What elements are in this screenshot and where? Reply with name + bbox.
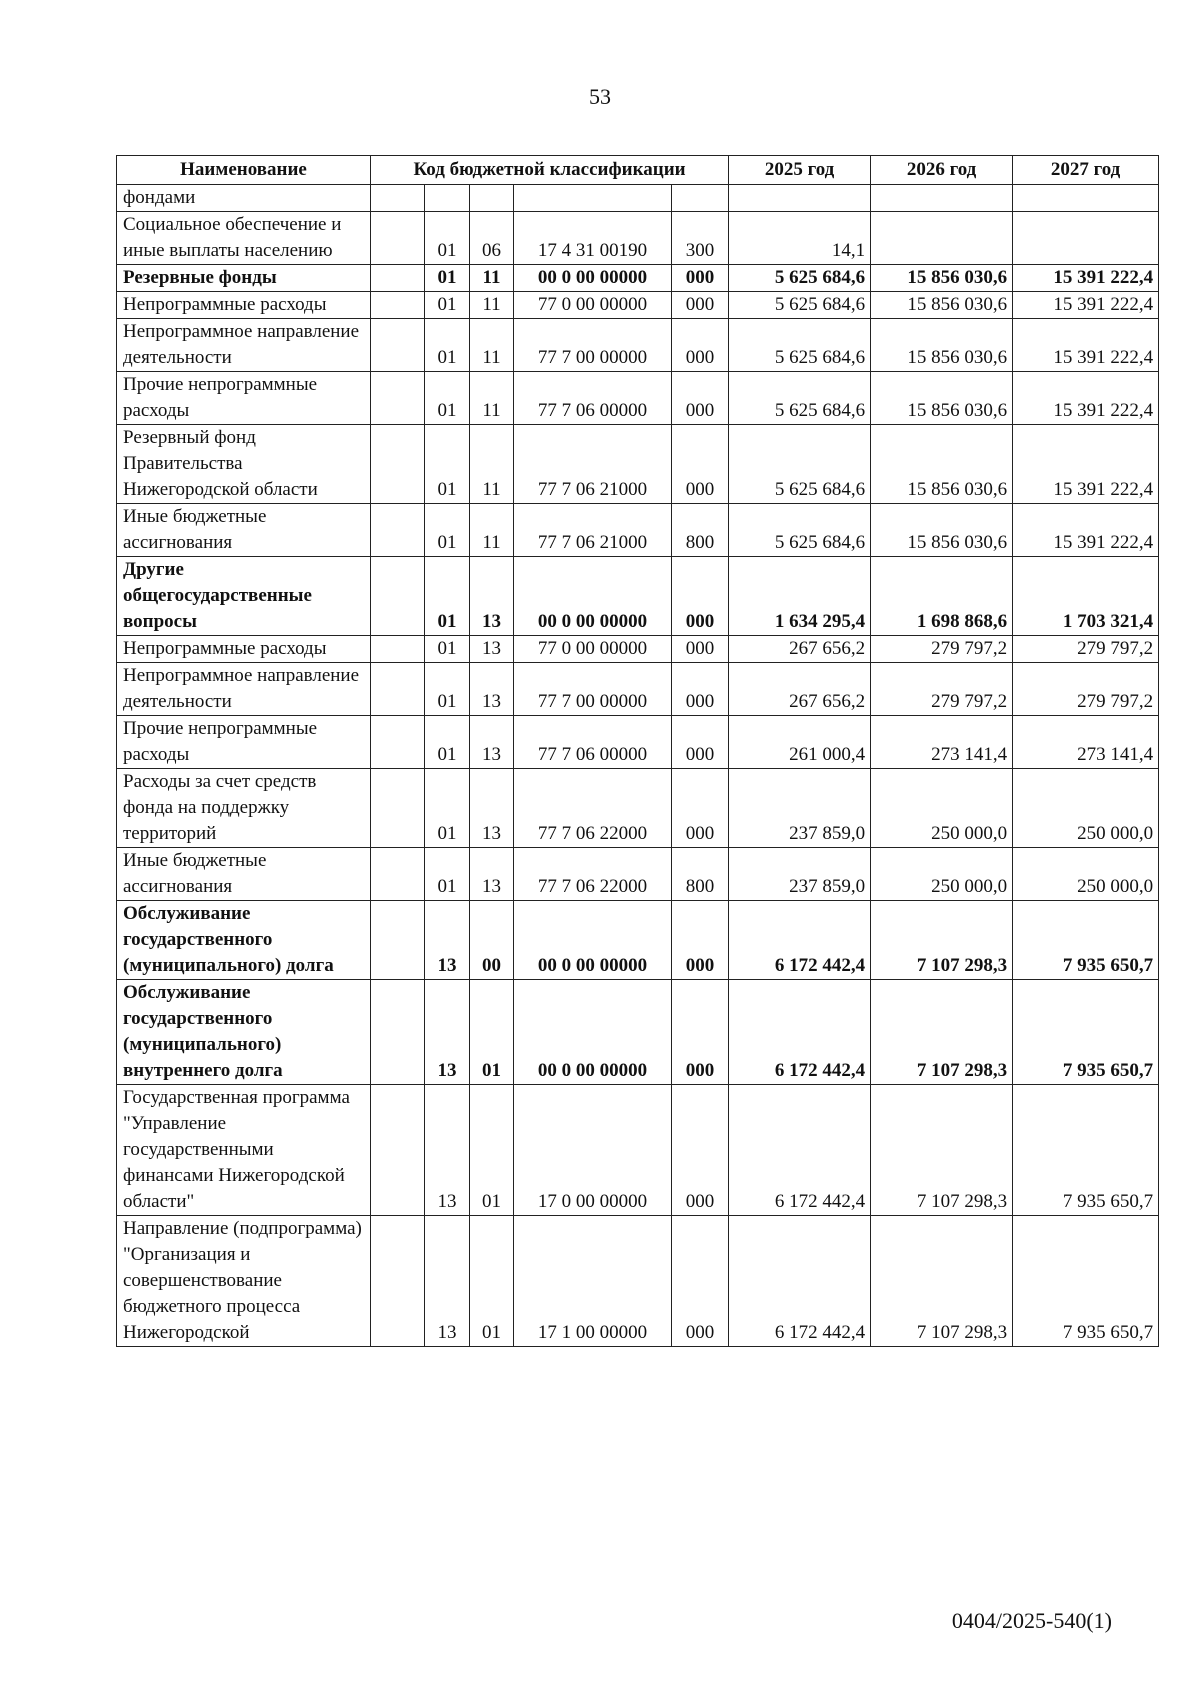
row-subsection: 01 bbox=[470, 980, 514, 1085]
row-target-article: 00 0 00 00000 bbox=[514, 557, 672, 636]
row-expense-type: 000 bbox=[672, 980, 729, 1085]
row-section: 01 bbox=[425, 265, 470, 292]
table-row bbox=[117, 292, 1159, 319]
row-value-2025: 5 625 684,6 bbox=[729, 425, 871, 504]
row-section: 13 bbox=[425, 980, 470, 1085]
row-expense-type: 000 bbox=[672, 769, 729, 848]
row-expense-type bbox=[672, 185, 729, 212]
row-section: 01 bbox=[425, 848, 470, 901]
row-section: 01 bbox=[425, 319, 470, 372]
row-value-2026: 273 141,4 bbox=[871, 716, 1013, 769]
row-expense-type: 000 bbox=[672, 372, 729, 425]
row-value-2027: 15 391 222,4 bbox=[1013, 372, 1159, 425]
row-subsection: 11 bbox=[470, 265, 514, 292]
row-subsection: 11 bbox=[470, 504, 514, 557]
row-section: 01 bbox=[425, 372, 470, 425]
row-section: 01 bbox=[425, 292, 470, 319]
row-subsection: 13 bbox=[470, 636, 514, 663]
row-target-article: 77 7 00 00000 bbox=[514, 663, 672, 716]
row-value-2025: 14,1 bbox=[729, 212, 871, 265]
row-target-article: 77 7 06 00000 bbox=[514, 716, 672, 769]
row-expense-type: 000 bbox=[672, 425, 729, 504]
row-blank bbox=[371, 716, 425, 769]
table-row bbox=[117, 504, 1159, 557]
row-value-2025 bbox=[729, 185, 871, 212]
row-value-2026: 15 856 030,6 bbox=[871, 372, 1013, 425]
table-row bbox=[117, 980, 1159, 1085]
header-2027: 2027 год bbox=[1013, 156, 1159, 185]
row-blank bbox=[371, 185, 425, 212]
table-row bbox=[117, 557, 1159, 636]
row-value-2025: 6 172 442,4 bbox=[729, 1085, 871, 1216]
row-section: 01 bbox=[425, 716, 470, 769]
table-row bbox=[117, 769, 1159, 848]
row-blank bbox=[371, 212, 425, 265]
row-value-2025: 5 625 684,6 bbox=[729, 292, 871, 319]
row-blank bbox=[371, 636, 425, 663]
row-blank bbox=[371, 504, 425, 557]
row-expense-type: 000 bbox=[672, 663, 729, 716]
page-number: 53 bbox=[589, 84, 611, 109]
row-section: 01 bbox=[425, 504, 470, 557]
table-header-row bbox=[117, 156, 1159, 185]
row-name: Непрограммные расходы bbox=[117, 636, 371, 663]
row-expense-type: 000 bbox=[672, 557, 729, 636]
row-section bbox=[425, 185, 470, 212]
row-value-2026: 7 107 298,3 bbox=[871, 901, 1013, 980]
row-expense-type: 800 bbox=[672, 848, 729, 901]
row-value-2026: 15 856 030,6 bbox=[871, 425, 1013, 504]
row-value-2025: 5 625 684,6 bbox=[729, 372, 871, 425]
header-name: Наименование bbox=[117, 156, 371, 185]
row-target-article bbox=[514, 185, 672, 212]
row-value-2026: 15 856 030,6 bbox=[871, 504, 1013, 557]
row-value-2025: 237 859,0 bbox=[729, 769, 871, 848]
row-value-2026 bbox=[871, 185, 1013, 212]
table-row bbox=[117, 1216, 1159, 1347]
row-target-article: 77 7 06 22000 bbox=[514, 769, 672, 848]
row-value-2025: 5 625 684,6 bbox=[729, 319, 871, 372]
row-value-2027: 7 935 650,7 bbox=[1013, 980, 1159, 1085]
row-expense-type: 000 bbox=[672, 636, 729, 663]
row-value-2026: 15 856 030,6 bbox=[871, 319, 1013, 372]
row-blank bbox=[371, 1216, 425, 1347]
row-blank bbox=[371, 425, 425, 504]
table-row bbox=[117, 848, 1159, 901]
row-subsection: 01 bbox=[470, 1216, 514, 1347]
table-row bbox=[117, 636, 1159, 663]
table-row bbox=[117, 425, 1159, 504]
row-target-article: 00 0 00 00000 bbox=[514, 901, 672, 980]
row-subsection: 13 bbox=[470, 663, 514, 716]
row-value-2027: 1 703 321,4 bbox=[1013, 557, 1159, 636]
row-section: 01 bbox=[425, 212, 470, 265]
row-target-article: 77 7 06 21000 bbox=[514, 425, 672, 504]
row-value-2027: 15 391 222,4 bbox=[1013, 504, 1159, 557]
row-value-2026: 250 000,0 bbox=[871, 848, 1013, 901]
row-section: 01 bbox=[425, 557, 470, 636]
table-row bbox=[117, 319, 1159, 372]
row-blank bbox=[371, 319, 425, 372]
row-value-2027: 250 000,0 bbox=[1013, 769, 1159, 848]
row-blank bbox=[371, 848, 425, 901]
header-code: Код бюджетной классификации bbox=[371, 156, 729, 185]
document-id: 0404/2025-540(1) bbox=[951, 1608, 1112, 1633]
row-name: Государственная программа "Управление государственными финансами Нижегородской области" bbox=[117, 1085, 371, 1216]
row-value-2025: 5 625 684,6 bbox=[729, 265, 871, 292]
row-name: Прочие непрограммные расходы bbox=[117, 372, 371, 425]
table-row bbox=[117, 901, 1159, 980]
table-row bbox=[117, 716, 1159, 769]
row-expense-type: 000 bbox=[672, 901, 729, 980]
row-value-2027 bbox=[1013, 185, 1159, 212]
row-blank bbox=[371, 769, 425, 848]
row-value-2027: 273 141,4 bbox=[1013, 716, 1159, 769]
row-value-2027: 15 391 222,4 bbox=[1013, 292, 1159, 319]
row-name: Обслуживание государственного (муниципального) долга bbox=[117, 901, 371, 980]
row-value-2026: 7 107 298,3 bbox=[871, 980, 1013, 1085]
row-value-2027: 279 797,2 bbox=[1013, 636, 1159, 663]
row-blank bbox=[371, 292, 425, 319]
row-value-2026: 279 797,2 bbox=[871, 636, 1013, 663]
row-target-article: 77 7 06 22000 bbox=[514, 848, 672, 901]
row-section: 01 bbox=[425, 425, 470, 504]
row-subsection: 06 bbox=[470, 212, 514, 265]
row-name: Обслуживание государственного (муниципального) внутреннего долга bbox=[117, 980, 371, 1085]
row-target-article: 77 7 06 21000 bbox=[514, 504, 672, 557]
row-target-article: 17 1 00 00000 bbox=[514, 1216, 672, 1347]
row-name: фондами bbox=[117, 185, 371, 212]
row-name: Непрограммные расходы bbox=[117, 292, 371, 319]
row-expense-type: 000 bbox=[672, 265, 729, 292]
row-section: 01 bbox=[425, 636, 470, 663]
row-value-2025: 6 172 442,4 bbox=[729, 980, 871, 1085]
row-section: 01 bbox=[425, 769, 470, 848]
row-name: Прочие непрограммные расходы bbox=[117, 716, 371, 769]
header-2025: 2025 год bbox=[729, 156, 871, 185]
row-name: Непрограммное направление деятельности bbox=[117, 663, 371, 716]
header-2026: 2026 год bbox=[871, 156, 1013, 185]
row-expense-type: 000 bbox=[672, 292, 729, 319]
row-expense-type: 000 bbox=[672, 716, 729, 769]
row-value-2026 bbox=[871, 212, 1013, 265]
row-section: 01 bbox=[425, 663, 470, 716]
row-value-2025: 267 656,2 bbox=[729, 663, 871, 716]
row-value-2025: 237 859,0 bbox=[729, 848, 871, 901]
row-value-2025: 1 634 295,4 bbox=[729, 557, 871, 636]
row-blank bbox=[371, 372, 425, 425]
row-value-2027: 15 391 222,4 bbox=[1013, 425, 1159, 504]
row-value-2025: 6 172 442,4 bbox=[729, 901, 871, 980]
row-section: 13 bbox=[425, 1216, 470, 1347]
row-subsection: 11 bbox=[470, 372, 514, 425]
row-value-2026: 15 856 030,6 bbox=[871, 292, 1013, 319]
row-name: Иные бюджетные ассигнования bbox=[117, 504, 371, 557]
row-value-2025: 5 625 684,6 bbox=[729, 504, 871, 557]
row-expense-type: 000 bbox=[672, 1216, 729, 1347]
row-subsection: 11 bbox=[470, 319, 514, 372]
budget-table bbox=[116, 155, 1159, 1347]
row-target-article: 77 7 00 00000 bbox=[514, 319, 672, 372]
table-row bbox=[117, 185, 1159, 212]
row-value-2027: 7 935 650,7 bbox=[1013, 901, 1159, 980]
row-name: Резервные фонды bbox=[117, 265, 371, 292]
row-expense-type: 300 bbox=[672, 212, 729, 265]
row-value-2027: 7 935 650,7 bbox=[1013, 1085, 1159, 1216]
row-target-article: 77 0 00 00000 bbox=[514, 636, 672, 663]
row-value-2026: 7 107 298,3 bbox=[871, 1085, 1013, 1216]
row-target-article: 77 7 06 00000 bbox=[514, 372, 672, 425]
row-value-2027: 15 391 222,4 bbox=[1013, 265, 1159, 292]
row-value-2027 bbox=[1013, 212, 1159, 265]
row-subsection: 13 bbox=[470, 848, 514, 901]
table-row bbox=[117, 212, 1159, 265]
row-name: Иные бюджетные ассигнования bbox=[117, 848, 371, 901]
row-target-article: 17 0 00 00000 bbox=[514, 1085, 672, 1216]
row-value-2026: 7 107 298,3 bbox=[871, 1216, 1013, 1347]
row-expense-type: 000 bbox=[672, 319, 729, 372]
table-row bbox=[117, 265, 1159, 292]
row-value-2026: 279 797,2 bbox=[871, 663, 1013, 716]
row-value-2026: 15 856 030,6 bbox=[871, 265, 1013, 292]
row-value-2026: 1 698 868,6 bbox=[871, 557, 1013, 636]
row-section: 13 bbox=[425, 901, 470, 980]
row-section: 13 bbox=[425, 1085, 470, 1216]
row-subsection: 00 bbox=[470, 901, 514, 980]
row-name: Расходы за счет средств фонда на поддержку территорий bbox=[117, 769, 371, 848]
row-expense-type: 800 bbox=[672, 504, 729, 557]
row-value-2025: 261 000,4 bbox=[729, 716, 871, 769]
row-blank bbox=[371, 901, 425, 980]
row-value-2026: 250 000,0 bbox=[871, 769, 1013, 848]
row-subsection: 11 bbox=[470, 425, 514, 504]
row-value-2025: 6 172 442,4 bbox=[729, 1216, 871, 1347]
row-target-article: 00 0 00 00000 bbox=[514, 265, 672, 292]
row-subsection: 11 bbox=[470, 292, 514, 319]
row-value-2027: 250 000,0 bbox=[1013, 848, 1159, 901]
row-subsection: 13 bbox=[470, 716, 514, 769]
table-row bbox=[117, 663, 1159, 716]
row-name: Непрограммное направление деятельности bbox=[117, 319, 371, 372]
row-target-article: 77 0 00 00000 bbox=[514, 292, 672, 319]
row-subsection: 01 bbox=[470, 1085, 514, 1216]
row-value-2025: 267 656,2 bbox=[729, 636, 871, 663]
row-blank bbox=[371, 265, 425, 292]
row-expense-type: 000 bbox=[672, 1085, 729, 1216]
row-subsection bbox=[470, 185, 514, 212]
row-blank bbox=[371, 1085, 425, 1216]
row-blank bbox=[371, 663, 425, 716]
table-row bbox=[117, 1085, 1159, 1216]
row-name: Направление (подпрограмма) "Организация и совершенствование бюджетного процесса Нижегородской bbox=[117, 1216, 371, 1347]
row-name: Резервный фонд Правительства Нижегородской области bbox=[117, 425, 371, 504]
row-subsection: 13 bbox=[470, 557, 514, 636]
row-value-2027: 7 935 650,7 bbox=[1013, 1216, 1159, 1347]
table-body bbox=[117, 185, 1159, 1347]
row-subsection: 13 bbox=[470, 769, 514, 848]
row-target-article: 00 0 00 00000 bbox=[514, 980, 672, 1085]
row-blank bbox=[371, 557, 425, 636]
row-target-article: 17 4 31 00190 bbox=[514, 212, 672, 265]
row-name: Другие общегосударственные вопросы bbox=[117, 557, 371, 636]
table-row bbox=[117, 372, 1159, 425]
row-value-2027: 15 391 222,4 bbox=[1013, 319, 1159, 372]
row-value-2027: 279 797,2 bbox=[1013, 663, 1159, 716]
row-name: Социальное обеспечение и иные выплаты населению bbox=[117, 212, 371, 265]
row-blank bbox=[371, 980, 425, 1085]
